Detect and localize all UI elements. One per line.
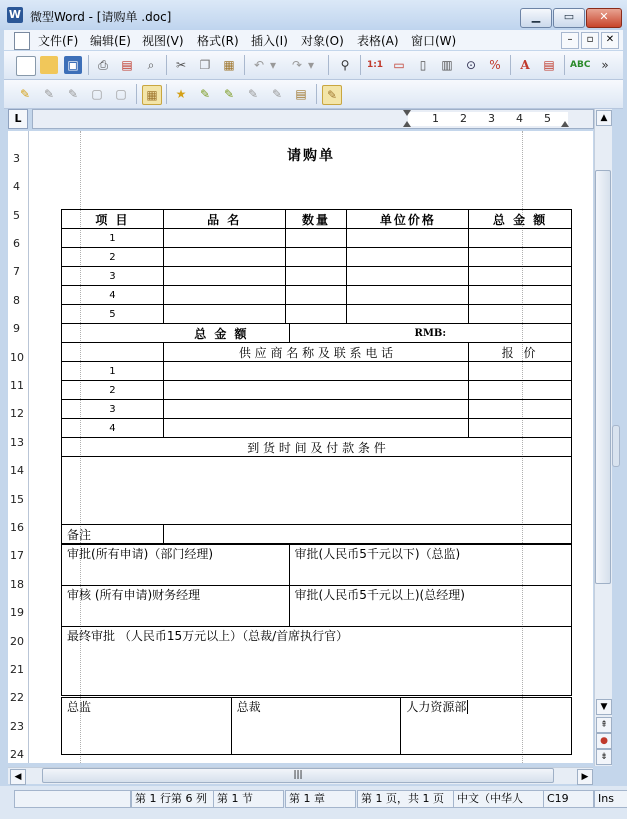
comment-pane-icon[interactable]: ✎ bbox=[322, 85, 342, 105]
supplier-number: 4 bbox=[62, 419, 164, 438]
vruler-number: 21 bbox=[10, 663, 24, 676]
ruler-number: 1 bbox=[432, 112, 439, 125]
ruler-number: 3 bbox=[488, 112, 495, 125]
next-change-icon[interactable]: ▢ bbox=[115, 87, 127, 101]
zoom-icon[interactable]: ⊙ bbox=[465, 58, 477, 72]
redo-icon[interactable]: ↷ bbox=[291, 58, 303, 72]
review-pane-icon[interactable]: ▦ bbox=[142, 85, 162, 105]
approval-row bbox=[62, 545, 572, 586]
sign-hr-department[interactable] bbox=[401, 698, 572, 755]
menu-format[interactable]: 格式(R) bbox=[197, 34, 239, 48]
toolbar-separator bbox=[564, 55, 565, 75]
approval-dept-manager: 审批(所有申请)（部门经理) bbox=[62, 545, 290, 586]
vruler-number: 6 bbox=[13, 237, 20, 250]
sign-hr-label: 人力资源部 bbox=[406, 700, 467, 714]
table-row bbox=[62, 248, 572, 267]
toolbar-separator bbox=[316, 84, 317, 104]
ruler-number: 5 bbox=[544, 112, 551, 125]
menu-table[interactable]: 表格(A) bbox=[357, 34, 399, 48]
delivery-header-row bbox=[62, 438, 572, 457]
supplier-header-row bbox=[62, 343, 572, 362]
row-number: 4 bbox=[62, 286, 164, 305]
scroll-up-icon[interactable]: ▲ bbox=[596, 110, 612, 126]
mark-all-icon[interactable]: ✎ bbox=[223, 87, 235, 101]
title-bar bbox=[0, 0, 627, 30]
tab-stop-selector[interactable]: L bbox=[8, 109, 28, 129]
status-line-col: 第 1 行第 6 列 bbox=[131, 790, 214, 808]
browse-object-icon[interactable]: ● bbox=[596, 733, 612, 749]
toolbar-overflow-icon[interactable]: » bbox=[601, 58, 609, 72]
delivery-header: 到 货 时 间 及 付 款 条 件 bbox=[62, 438, 572, 457]
toolbar-separator bbox=[244, 55, 245, 75]
open-folder-icon[interactable] bbox=[40, 56, 58, 74]
vruler-number: 16 bbox=[10, 521, 24, 534]
table-row bbox=[62, 305, 572, 324]
status-insert-mode[interactable]: Ins bbox=[594, 790, 627, 808]
header-quantity: 数量 bbox=[285, 210, 347, 229]
text-cursor bbox=[467, 700, 468, 714]
rmb-label: RMB: bbox=[289, 324, 571, 343]
menu-view[interactable]: 视图(V) bbox=[142, 34, 184, 48]
supplier-row bbox=[62, 400, 572, 419]
toolbar-separator bbox=[136, 84, 137, 104]
doc-restore-button[interactable]: ▫ bbox=[581, 32, 599, 49]
vruler-number: 20 bbox=[10, 635, 24, 648]
minimize-button[interactable]: ▁ bbox=[520, 8, 552, 28]
remark-label: 备注 bbox=[62, 525, 164, 544]
scroll-left-icon[interactable]: ◀ bbox=[10, 769, 26, 785]
status-page: 第 1 页，共 1 页 bbox=[357, 790, 454, 808]
approval-row bbox=[62, 627, 572, 696]
vruler-number: 14 bbox=[10, 464, 24, 477]
vruler-number: 10 bbox=[10, 351, 24, 364]
doc-close-button[interactable]: ✕ bbox=[601, 32, 619, 49]
ruler-number: 4 bbox=[516, 112, 523, 125]
first-line-indent-marker[interactable] bbox=[403, 110, 411, 118]
word-app-icon[interactable]: W bbox=[8, 8, 22, 21]
total-row bbox=[62, 324, 572, 343]
previous-change-icon[interactable]: ▢ bbox=[91, 87, 103, 101]
status-column-code: C19 bbox=[543, 790, 594, 808]
supplier-number: 3 bbox=[62, 400, 164, 419]
edit-comment-icon[interactable]: ▤ bbox=[295, 87, 307, 101]
delete-mark-icon[interactable]: ✎ bbox=[271, 87, 283, 101]
ruler-number: 2 bbox=[460, 112, 467, 125]
purchase-table[interactable] bbox=[61, 209, 572, 544]
clear-mark-icon[interactable]: ✎ bbox=[247, 87, 259, 101]
toolbar-separator bbox=[510, 55, 511, 75]
side-splitter-handle[interactable] bbox=[612, 425, 620, 467]
vruler-number: 17 bbox=[10, 549, 24, 562]
vruler-number: 13 bbox=[10, 436, 24, 449]
zoom-percent-icon[interactable]: % bbox=[489, 58, 501, 72]
page-width-icon[interactable]: ▭ bbox=[393, 58, 405, 72]
status-blank bbox=[14, 790, 131, 808]
scroll-right-icon[interactable]: ▶ bbox=[577, 769, 593, 785]
vruler-number: 5 bbox=[13, 209, 20, 222]
vruler-number: 22 bbox=[10, 691, 24, 704]
supplier-number: 2 bbox=[62, 381, 164, 400]
menu-object[interactable]: 对象(O) bbox=[301, 34, 344, 48]
table-row bbox=[62, 229, 572, 248]
vruler-number: 11 bbox=[10, 379, 24, 392]
save-icon[interactable]: ▣ bbox=[64, 56, 82, 74]
supplier-header: 供 应 商 名 称 及 联 系 电 话 bbox=[163, 343, 468, 362]
toolbar-separator bbox=[88, 55, 89, 75]
header-item: 项 目 bbox=[62, 210, 164, 229]
header-product-name: 品 名 bbox=[163, 210, 285, 229]
final-approval: 最终审批 （人民币15万元以上）（总裁/首席执行官） bbox=[62, 627, 572, 696]
format-icon[interactable]: ▤ bbox=[543, 58, 555, 72]
review-finance-manager: 审核 (所有申请)财务经理 bbox=[62, 586, 290, 627]
vruler-number: 7 bbox=[13, 265, 20, 278]
doc-minimize-button[interactable]: – bbox=[561, 32, 579, 49]
new-document-icon[interactable] bbox=[16, 56, 36, 76]
undo-dropdown-icon[interactable]: ▾ bbox=[269, 58, 277, 72]
accept-change-icon[interactable]: ✎ bbox=[43, 87, 55, 101]
print-icon[interactable]: ⎙ bbox=[98, 58, 108, 72]
document-icon[interactable] bbox=[14, 32, 30, 50]
toolbar-separator bbox=[328, 55, 329, 75]
signature-row bbox=[62, 698, 572, 755]
actual-size-icon[interactable]: 1:1 bbox=[366, 60, 384, 70]
maximize-button[interactable]: ▭ bbox=[553, 8, 585, 28]
close-button[interactable]: ✕ bbox=[586, 8, 622, 28]
vertical-ruler[interactable] bbox=[8, 131, 29, 763]
row-number: 1 bbox=[62, 229, 164, 248]
highlight-icon[interactable]: ★ bbox=[175, 87, 187, 101]
vruler-number: 4 bbox=[13, 180, 20, 193]
supplier-row bbox=[62, 381, 572, 400]
single-page-icon[interactable]: ▯ bbox=[419, 58, 427, 72]
toolbar-separator bbox=[360, 55, 361, 75]
total-label: 总 金 额 bbox=[62, 324, 290, 343]
vruler-number: 18 bbox=[10, 578, 24, 591]
menu-bar bbox=[4, 30, 623, 50]
window-title: 微型Word - [请购单 .doc] bbox=[30, 10, 172, 24]
vruler-number: 9 bbox=[13, 322, 20, 335]
vruler-number: 3 bbox=[13, 152, 20, 165]
paste-icon[interactable]: ▦ bbox=[223, 58, 235, 72]
table-row bbox=[62, 286, 572, 305]
vruler-number: 12 bbox=[10, 407, 24, 420]
supplier-row bbox=[62, 362, 572, 381]
delivery-content-row bbox=[62, 457, 572, 525]
redo-dropdown-icon[interactable]: ▾ bbox=[307, 58, 315, 72]
supplier-number: 1 bbox=[62, 362, 164, 381]
spellcheck-icon[interactable]: ABC bbox=[570, 60, 591, 70]
mark-icon[interactable]: ✎ bbox=[199, 87, 211, 101]
remark-row bbox=[62, 525, 572, 544]
document-title: 请购单 bbox=[287, 148, 335, 164]
supplier-row bbox=[62, 419, 572, 438]
standard-toolbar bbox=[4, 51, 623, 80]
undo-icon[interactable]: ↶ bbox=[253, 58, 265, 72]
vruler-number: 24 bbox=[10, 748, 24, 761]
cut-icon[interactable]: ✂ bbox=[175, 58, 187, 72]
approval-table[interactable] bbox=[61, 544, 572, 696]
sign-president: 总裁 bbox=[231, 698, 401, 755]
copy-icon[interactable]: ❐ bbox=[199, 58, 211, 72]
horizontal-ruler[interactable] bbox=[32, 109, 594, 129]
menu-insert[interactable]: 插入(I) bbox=[251, 34, 288, 48]
vruler-number: 15 bbox=[10, 493, 24, 506]
vruler-number: 23 bbox=[10, 720, 24, 733]
track-changes-icon[interactable]: ✎ bbox=[19, 87, 31, 101]
quote-header: 报 价 bbox=[469, 343, 572, 362]
status-language: 中文（中华人 bbox=[453, 790, 544, 808]
next-page-icon[interactable]: ⇟ bbox=[596, 749, 612, 765]
left-indent-marker[interactable] bbox=[403, 119, 411, 127]
approval-general-manager: 审批(人民币5千元以上)(总经理) bbox=[289, 586, 571, 627]
horizontal-scroll-thumb[interactable]: ||| bbox=[42, 768, 554, 783]
toolbar-separator bbox=[166, 84, 167, 104]
signature-table[interactable] bbox=[61, 697, 572, 755]
row-number: 5 bbox=[62, 305, 164, 324]
toolbar-separator bbox=[166, 55, 167, 75]
approval-row bbox=[62, 586, 572, 627]
vruler-number: 19 bbox=[10, 606, 24, 619]
right-indent-marker[interactable] bbox=[561, 119, 569, 127]
vertical-scroll-thumb[interactable] bbox=[595, 170, 611, 584]
header-total-amount: 总 金 额 bbox=[469, 210, 572, 229]
multi-page-icon[interactable]: ▥ bbox=[441, 58, 453, 72]
menu-window[interactable]: 窗口(W) bbox=[411, 34, 457, 48]
status-section: 第 1 节 bbox=[213, 790, 284, 808]
review-toolbar bbox=[4, 80, 623, 109]
row-number: 3 bbox=[62, 267, 164, 286]
status-bar bbox=[0, 786, 627, 819]
scroll-down-icon[interactable]: ▼ bbox=[596, 699, 612, 715]
vruler-number: 8 bbox=[13, 294, 20, 307]
menu-file[interactable]: 文件(F) bbox=[38, 34, 79, 48]
print-preview-icon[interactable]: ⌕ bbox=[147, 58, 155, 72]
font-color-icon[interactable]: A bbox=[520, 58, 530, 72]
table-header-row bbox=[62, 210, 572, 229]
sign-director: 总监 bbox=[62, 698, 232, 755]
approval-director-under: 审批(人民币5千元以下)（总监) bbox=[289, 545, 571, 586]
find-binoculars-icon[interactable]: ⚲ bbox=[340, 58, 350, 72]
menu-edit[interactable]: 编辑(E) bbox=[90, 34, 131, 48]
previous-page-icon[interactable]: ⇞ bbox=[596, 717, 612, 733]
header-unit-price: 单位价格 bbox=[347, 210, 469, 229]
table-row bbox=[62, 267, 572, 286]
row-number: 2 bbox=[62, 248, 164, 267]
reject-change-icon[interactable]: ✎ bbox=[67, 87, 79, 101]
document-page[interactable] bbox=[29, 131, 593, 763]
status-chapter: 第 1 章 bbox=[285, 790, 356, 808]
pdf-export-icon[interactable]: ▤ bbox=[121, 58, 133, 72]
